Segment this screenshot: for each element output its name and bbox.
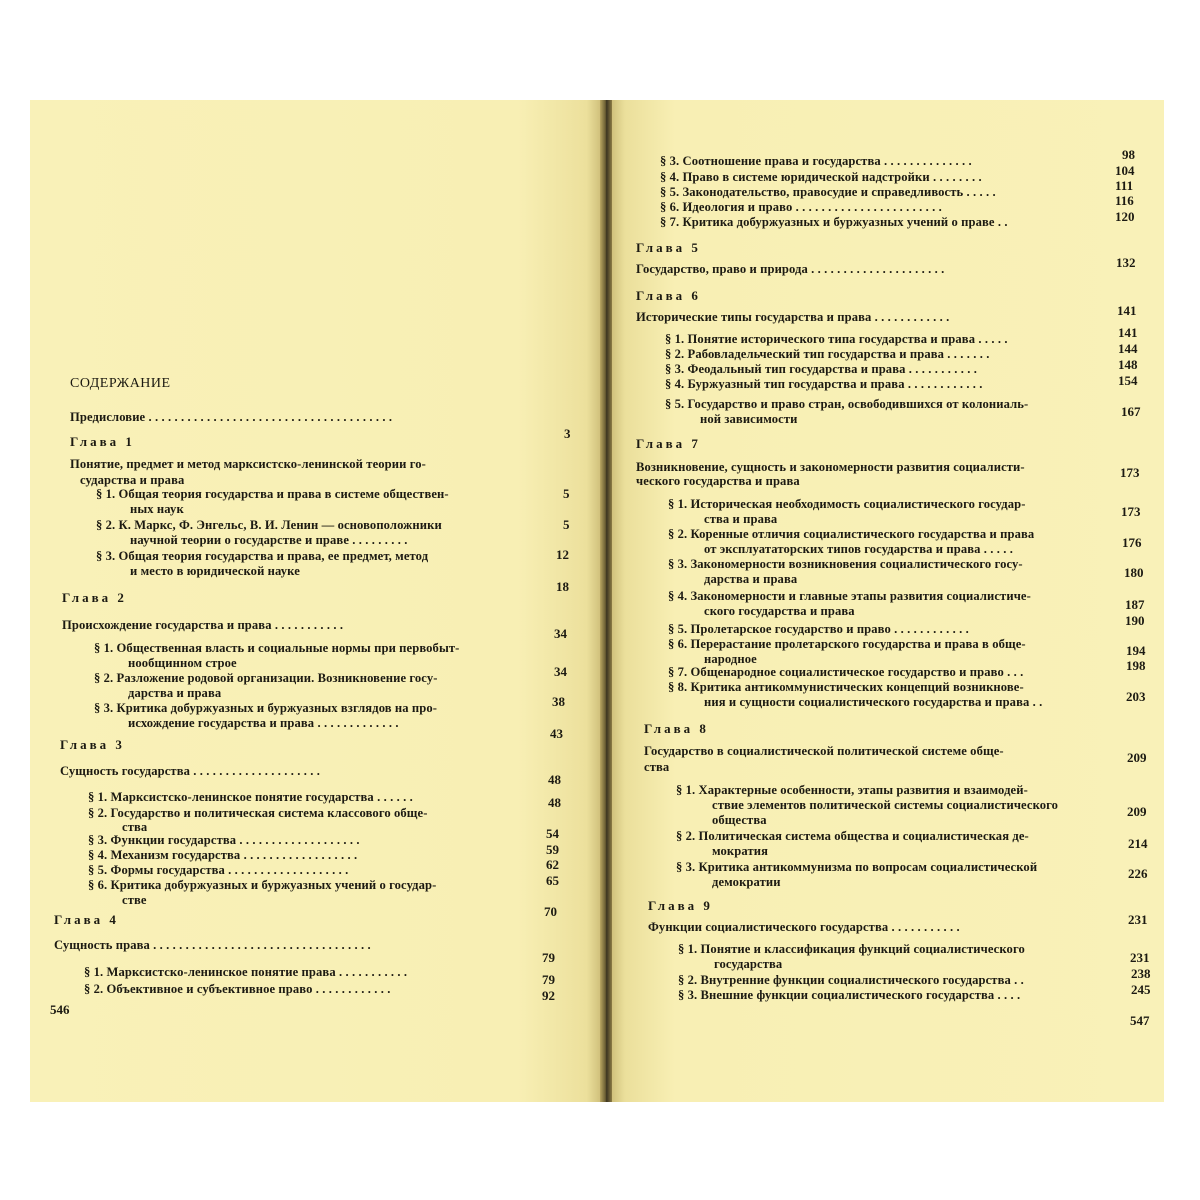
toc-page-number: 34 [554, 664, 567, 679]
toc-page-number: 173 [1121, 504, 1141, 519]
toc-line: § 1. Общественная власть и социальные нормы при первобыт- [94, 641, 460, 655]
toc-page-number: 226 [1128, 866, 1148, 881]
toc-line: § 6. Перерастание пролетарского государства и права в обще- [668, 637, 1026, 651]
chapter-label: Глава 8 [644, 721, 709, 736]
chapter-label: Глава 1 [70, 434, 135, 449]
toc-line: § 2. Внутренние функции социалистического государства . . [678, 973, 1024, 987]
toc-line: ния и сущности социалистического государства и права . . [704, 695, 1043, 709]
toc-line: § 2. Политическая система общества и социалистическая де- [676, 829, 1029, 843]
chapter-label: Глава 6 [636, 288, 701, 303]
toc-line: демократии [712, 875, 781, 889]
toc-line: § 8. Критика антикоммунистических концепций возникнове- [668, 680, 1024, 694]
toc-line: § 3. Функции государства . . . . . . . . . . . . . . . . . . . [88, 833, 360, 847]
toc-line: § 7. Общенародное социалистическое государство и право . . . [668, 665, 1024, 679]
page-heading: СОДЕРЖАНИЕ [70, 376, 171, 391]
toc-page-number: 154 [1118, 373, 1138, 388]
toc-page-number: 70 [544, 904, 557, 919]
chapter-label: Глава 3 [60, 737, 125, 752]
toc-line: ства и права [704, 512, 778, 526]
toc-line: § 1. Общая теория государства и права в системе обществен- [96, 487, 449, 501]
toc-line: научной теории о государстве и праве . . . . . . . . . [130, 533, 408, 547]
toc-page-number: 120 [1115, 209, 1135, 224]
toc-page-number: 111 [1115, 178, 1134, 193]
toc-line: сударства и права [80, 473, 185, 487]
toc-line: § 2. Коренные отличия социалистического государства и права [668, 527, 1035, 541]
toc-page-number: 116 [1115, 193, 1134, 208]
toc-line: § 1. Марксистско-ленинское понятие права . . . . . . . . . . . [84, 965, 408, 979]
toc-line: § 5. Пролетарское государство и право . . . . . . . . . . . . [668, 622, 969, 636]
toc-line: § 2. Разложение родовой организации. Возникновение госу- [94, 671, 438, 685]
toc-line: § 6. Идеология и право . . . . . . . . . . . . . . . . . . . . . . . [660, 200, 942, 214]
toc-page-number: 48 [548, 772, 561, 787]
toc-line: народное [704, 652, 757, 666]
toc-page-number: 132 [1116, 255, 1136, 270]
toc-line: § 2. Рабовладельческий тип государства и права . . . . . . . [665, 347, 990, 361]
toc-page-number: 209 [1127, 804, 1147, 819]
toc-page-number: 65 [546, 873, 559, 888]
toc-line: § 6. Критика добуржуазных и буржуазных учений о государ- [88, 878, 437, 892]
toc-line: Происхождение государства и права . . . . . . . . . . . [62, 618, 344, 632]
toc-line: § 1. Понятие исторического типа государства и права . . . . . [665, 332, 1008, 346]
toc-line: Государство в социалистической политической системе обще- [644, 744, 1004, 758]
toc-line: исхождение государства и права . . . . . . . . . . . . . [128, 716, 399, 730]
chapter-label: Глава 2 [62, 590, 127, 605]
toc-page-number: 79 [542, 972, 555, 987]
toc-line: § 4. Закономерности и главные этапы развития социалистиче- [668, 589, 1031, 603]
toc-line: § 3. Закономерности возникновения социалистического госу- [668, 557, 1023, 571]
toc-page-number: 62 [546, 857, 559, 872]
toc-page-number: 148 [1118, 357, 1138, 372]
toc-page-number: 209 [1127, 750, 1147, 765]
toc-page-number: 141 [1117, 303, 1137, 318]
toc-line: от эксплуататорских типов государства и права . . . . . [704, 542, 1014, 556]
toc-line: ной зависимости [700, 412, 798, 426]
toc-line: Предисловие . . . . . . . . . . . . . . . . . . . . . . . . . . . . . . . . . . . . . . [70, 410, 393, 424]
toc-page-number: 231 [1128, 912, 1148, 927]
toc-line: ных наук [130, 502, 184, 516]
toc-line: § 2. Объективное и субъективное право . . . . . . . . . . . . [84, 982, 391, 996]
toc-line: § 5. Формы государства . . . . . . . . . . . . . . . . . . . [88, 863, 349, 877]
toc-page-number: 92 [542, 988, 555, 1003]
toc-line: § 1. Марксистско-ленинское понятие государства . . . . . . [88, 790, 413, 804]
toc-line: Государство, право и природа . . . . . . . . . . . . . . . . . . . . . [636, 262, 945, 276]
toc-page-number: 187 [1125, 597, 1145, 612]
toc-line: Функции социалистического государства . . . . . . . . . . . [648, 920, 960, 934]
toc-line: ческого государства и права [636, 474, 800, 488]
toc-page-number: 141 [1118, 325, 1138, 340]
toc-page-number: 12 [556, 547, 569, 562]
toc-page-number: 18 [556, 579, 569, 594]
toc-line: и место в юридической науке [130, 564, 300, 578]
chapter-label: Глава 9 [648, 898, 713, 913]
toc-page-number: 190 [1125, 613, 1145, 628]
toc-page-number: 38 [552, 694, 565, 709]
chapter-label: Глава 7 [636, 436, 701, 451]
toc-line: мократия [712, 844, 768, 858]
toc-page-number: 5 [563, 517, 570, 532]
toc-page-number: 54 [546, 826, 559, 841]
toc-line: § 3. Феодальный тип государства и права . . . . . . . . . . . [665, 362, 977, 376]
toc-line: § 1. Характерные особенности, этапы развития и взаимодей- [676, 783, 1028, 797]
toc-page-number: 59 [546, 842, 559, 857]
toc-line: Сущность права . . . . . . . . . . . . . . . . . . . . . . . . . . . . . . . . . . [54, 938, 371, 952]
toc-line: § 3. Внешние функции социалистического государства . . . . [678, 988, 1021, 1002]
toc-page-number: 167 [1121, 404, 1141, 419]
toc-line: Понятие, предмет и метод марксистско-ленинской теории го- [70, 457, 426, 471]
toc-line: § 3. Соотношение права и государства . . . . . . . . . . . . . . [660, 154, 972, 168]
toc-line: нообщинном строе [128, 656, 237, 670]
toc-line: Сущность государства . . . . . . . . . . . . . . . . . . . . [60, 764, 320, 778]
toc-line: § 5. Законодательство, правосудие и справедливость . . . . . [660, 185, 996, 199]
toc-page-number: 176 [1122, 535, 1142, 550]
toc-line: § 3. Общая теория государства и права, ее предмет, метод [96, 549, 429, 563]
toc-page-number: 48 [548, 795, 561, 810]
toc-page-number: 98 [1122, 147, 1135, 162]
toc-line: Возникновение, сущность и закономерности развития социалисти- [636, 460, 1025, 474]
toc-line: общества [712, 813, 767, 827]
toc-line: § 1. Историческая необходимость социалистического государ- [668, 497, 1026, 511]
toc-line: § 4. Право в системе юридической надстройки . . . . . . . . [660, 170, 982, 184]
toc-line: § 2. К. Маркс, Ф. Энгельс, В. И. Ленин — основоположники [96, 518, 442, 532]
toc-page-number: 198 [1126, 658, 1146, 673]
toc-page-number: 238 [1131, 966, 1151, 981]
toc-line: § 7. Критика добуржуазных и буржуазных учений о праве . . [660, 215, 1008, 229]
toc-page-number: 5 [563, 486, 570, 501]
toc-page-number: 34 [554, 626, 567, 641]
right-page-number: 547 [1130, 1013, 1150, 1028]
left-page-number: 546 [50, 1002, 70, 1017]
toc-page-number: 3 [564, 426, 571, 441]
toc-page-number: 79 [542, 950, 555, 965]
toc-page-number: 43 [550, 726, 563, 741]
toc-line: Исторические типы государства и права . . . . . . . . . . . . [636, 310, 950, 324]
toc-line: ского государства и права [704, 604, 855, 618]
toc-line: ства [122, 820, 148, 834]
toc-line: § 2. Государство и политическая система классового обще- [88, 806, 428, 820]
toc-page-number: 144 [1118, 341, 1138, 356]
toc-page-number: 214 [1128, 836, 1148, 851]
toc-page-number: 104 [1115, 163, 1135, 178]
toc-line: § 4. Буржуазный тип государства и права . . . . . . . . . . . . [665, 377, 983, 391]
toc-page-number: 180 [1124, 565, 1144, 580]
toc-line: государства [714, 957, 783, 971]
toc-page-number: 245 [1131, 982, 1151, 997]
toc-line: дарства и права [704, 572, 798, 586]
toc-line: § 3. Критика добуржуазных и буржуазных взглядов на про- [94, 701, 438, 715]
toc-line: § 3. Критика антикоммунизма по вопросам социалистической [676, 860, 1038, 874]
toc-page-number: 173 [1120, 465, 1140, 480]
toc-page-number: 203 [1126, 689, 1146, 704]
book-spine [600, 100, 612, 1102]
toc-line: стве [122, 893, 147, 907]
chapter-label: Глава 4 [54, 912, 119, 927]
chapter-label: Глава 5 [636, 240, 701, 255]
toc-page-number: 231 [1130, 950, 1150, 965]
toc-line: дарства и права [128, 686, 222, 700]
toc-line: ства [644, 760, 670, 774]
toc-line: § 5. Государство и право стран, освободившихся от колониаль- [665, 397, 1029, 411]
toc-line: § 4. Механизм государства . . . . . . . . . . . . . . . . . . [88, 848, 358, 862]
toc-line: ствие элементов политической системы социалистического [712, 798, 1059, 812]
toc-line: § 1. Понятие и классификация функций социалистического [678, 942, 1025, 956]
toc-page-number: 194 [1126, 643, 1146, 658]
